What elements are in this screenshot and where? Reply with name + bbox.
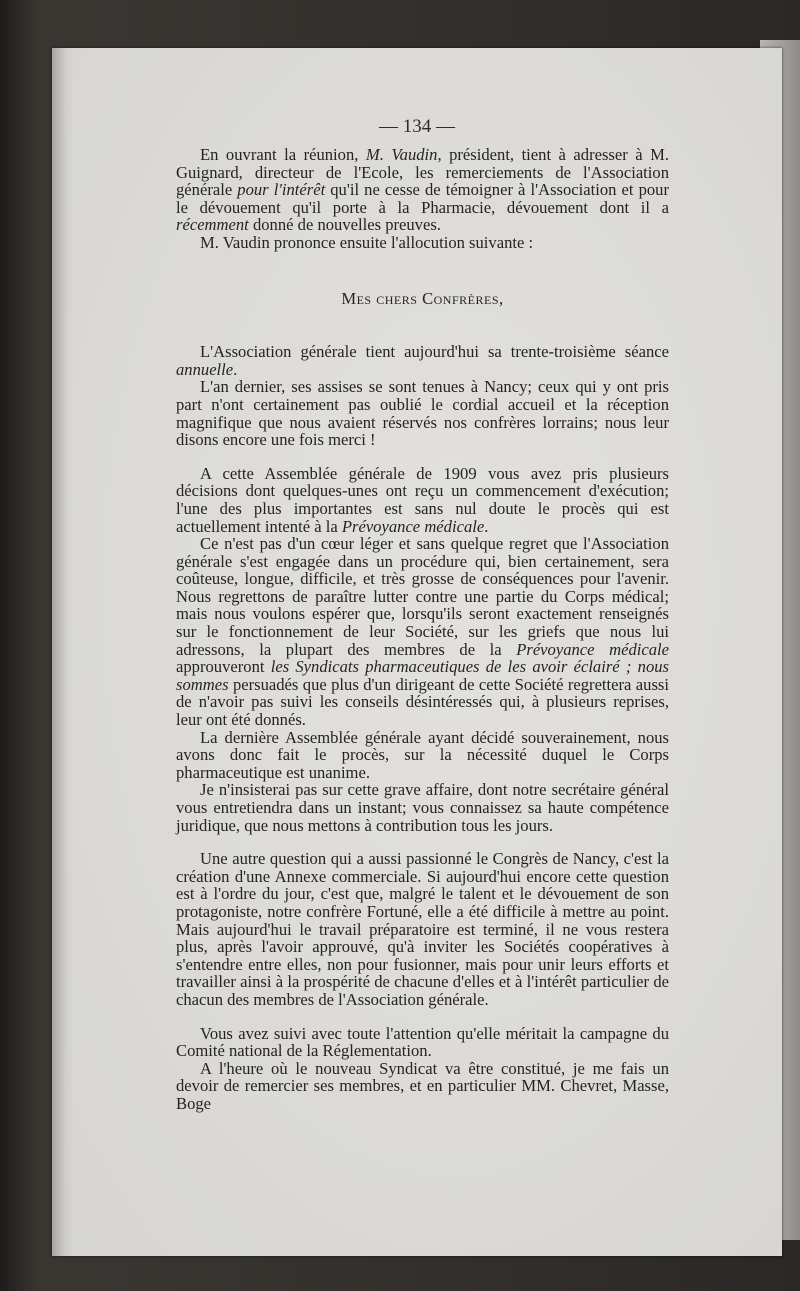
paragraph-p7 (176, 729, 669, 782)
body-text (176, 146, 669, 1113)
text-run: A l'heure où le nouveau Syndicat va être constitué, je me fais un devoir de remercier ses membres, et en particulier MM. Chevret, Masse, Boge (176, 1058, 669, 1113)
italic-text: Prévoyance médicale (516, 639, 669, 659)
paragraph-p10 (176, 1025, 669, 1060)
paragraph-p6 (176, 535, 669, 729)
italic-text: M. Vaudin (365, 145, 438, 164)
paragraph-p4 (176, 378, 669, 448)
text-run: , président, tient à adresser à M. Guignard, directeur de l'Ecole, les remerciements de l'Association générale (176, 145, 670, 200)
binding-shadow (52, 48, 66, 1256)
paragraph-p1 (176, 146, 669, 234)
text-run: L'an dernier, ses assises se sont tenues à Nancy; ceux qui y ont pris part n'ont certainement pas oublié le cordial accueil et la réception magnifique que nous avaient réservés nos confrères lorrains; nous leur disons encore une fois merci ! (176, 377, 669, 450)
section-heading (176, 290, 669, 308)
text-run: approuveront (176, 657, 271, 677)
text-run: Je n'insisterai pas sur cette grave affaire, dont notre secrétaire général vous entretiendra dans un instant; vous connaissez sa haute compétence juridique, que nous mettons à contribution tous les jours. (176, 780, 669, 835)
paragraph-p2 (176, 234, 669, 252)
paragraph-p5 (176, 465, 669, 535)
italic-text: pour l'intérêt (237, 180, 326, 200)
paragraph-p11 (176, 1060, 669, 1113)
text-run: Une autre question qui a aussi passionné le Congrès de Nancy, c'est la création d'une Annexe commerciale. Si aujourd'hui encore cette question est à l'ordre du jour, c'est que, malgré le talent et le dévouement de son protagoniste, notre confrère Fortuné, elle a été difficile à mettre au point. Mais aujourd'hui le travail préparatoire est terminé, il ne vous restera plus, après l'avoir approuvé, qu'à inviter les Sociétés coopératives à s'entendre entre elles, non pour fusionner, mais pour unir leurs efforts et travailler ainsi à la prospérité de chacune d'elles et à l'intérêt particulier de chacun des membres de l'Association générale. (176, 849, 669, 1009)
italic-text: Prévoyance médicale (341, 516, 485, 536)
paragraph-p3 (176, 343, 669, 378)
text-run: A cette Assemblée générale de 1909 vous avez pris plusieurs décisions dont quelques-unes ont reçu un commencement d'exécution; l'une des plus importantes est sans nul doute le procès qui est actuellement intenté à la (176, 463, 669, 536)
text-run: La dernière Assemblée générale ayant décidé souverainement, nous avons donc fait le procès, sur la nécessité duquel le Corps pharmaceutique est unanime. (176, 727, 669, 782)
text-run: donné de nouvelles preuves. (248, 215, 441, 235)
paragraph-p9 (176, 850, 669, 1008)
paragraph-p8 (176, 781, 669, 834)
italic-text: annuelle (176, 359, 234, 379)
document-page (52, 48, 782, 1256)
text-run: Vous avez suivi avec toute l'attention qu'elle méritait la campagne du Comité national de la Réglementation. (176, 1023, 669, 1061)
italic-text: récemment (176, 215, 249, 235)
text-run: Ce n'est pas d'un cœur léger et sans quelque regret que l'Association générale s'est engagée dans un procédure qui, bien certainement, sera coûteuse, longue, difficile, et très grosse de conséquences pour l'avenir. Nous regrettons de paraître lutter contre une partie du Corps médical; mais nous voulons espérer que, lorsqu'ils seront exactement renseignés sur le fonctionnement de leur Société, sur les griefs que nous lui adressons, la plupart des membres de la (176, 534, 669, 659)
text-run: persuadés que plus d'un dirigeant de cette Société regrettera aussi de n'avoir pas suivi les conseils désintéressés qui, à plusieurs reprises, leur ont été donnés. (176, 674, 669, 730)
italic-text: les Syndicats pharmaceutiques de les avoir éclairé ; nous sommes (176, 657, 670, 694)
page-number: — 134 — (379, 116, 455, 137)
text-run: En ouvrant la réunion, (200, 145, 366, 164)
text-run: M. Vaudin prononce ensuite l'allocution suivante : (200, 232, 534, 252)
text-run: qu'il ne cesse de témoigner à l'Association et pour le dévouement qu'il porte à la Pharmacie, dévouement dont il a (176, 180, 669, 217)
text-run: L'Association générale tient aujourd'hui sa trente-troisième séance (200, 342, 669, 362)
text-run: Mes chers Confrères, (341, 288, 504, 308)
text-run: . (484, 516, 489, 536)
text-run: . (233, 359, 238, 379)
